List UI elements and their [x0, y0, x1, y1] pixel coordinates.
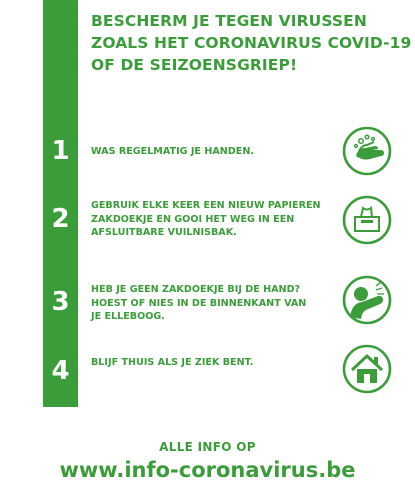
handwash-icon — [342, 126, 392, 176]
step-number: 4 — [51, 356, 70, 386]
step-text-line: ZAKDOEKJE EN GOOI HET WEG IN EEN — [91, 213, 295, 225]
step-2 — [0, 190, 415, 250]
headline-line: ZOALS HET CORONAVIRUS COVID-19 — [91, 34, 412, 52]
step-number: 3 — [51, 287, 70, 317]
footer-label: ALLE INFO OP — [159, 440, 256, 454]
step-number: 2 — [51, 204, 70, 234]
step-text — [91, 199, 326, 240]
step-text-line: WAS REGELMATIG JE HANDEN. — [91, 146, 254, 157]
house-icon — [342, 344, 392, 394]
headline-line: OF DE SEIZOENSGRIEP! — [91, 56, 298, 74]
step-text — [91, 356, 326, 370]
step-text-line: HOEST OF NIES IN DE BINNENKANT VAN — [91, 297, 307, 309]
tissue-box-icon — [342, 195, 392, 245]
step-number: 1 — [51, 136, 70, 166]
headline-line: BESCHERM JE TEGEN VIRUSSEN — [91, 12, 367, 30]
step-text — [91, 283, 326, 324]
step-3 — [0, 273, 415, 333]
step-text — [91, 145, 326, 159]
step-1 — [0, 122, 415, 182]
step-4 — [0, 344, 415, 404]
website-link[interactable]: www.info-coronavirus.be — [59, 458, 356, 482]
step-text-line: BLIJF THUIS ALS JE ZIEK BENT. — [91, 357, 254, 368]
cough-elbow-icon — [342, 275, 392, 325]
step-text-line: HEB JE GEEN ZAKDOEKJE BIJ DE HAND? — [91, 284, 301, 295]
headline — [91, 10, 412, 76]
step-text-line: GEBRUIK ELKE KEER EEN NIEUW PAPIEREN — [91, 200, 321, 211]
step-text-line: AFSLUITBARE VUILNISBAK. — [91, 227, 237, 238]
step-text-line: JE ELLEBOOG. — [91, 311, 165, 322]
